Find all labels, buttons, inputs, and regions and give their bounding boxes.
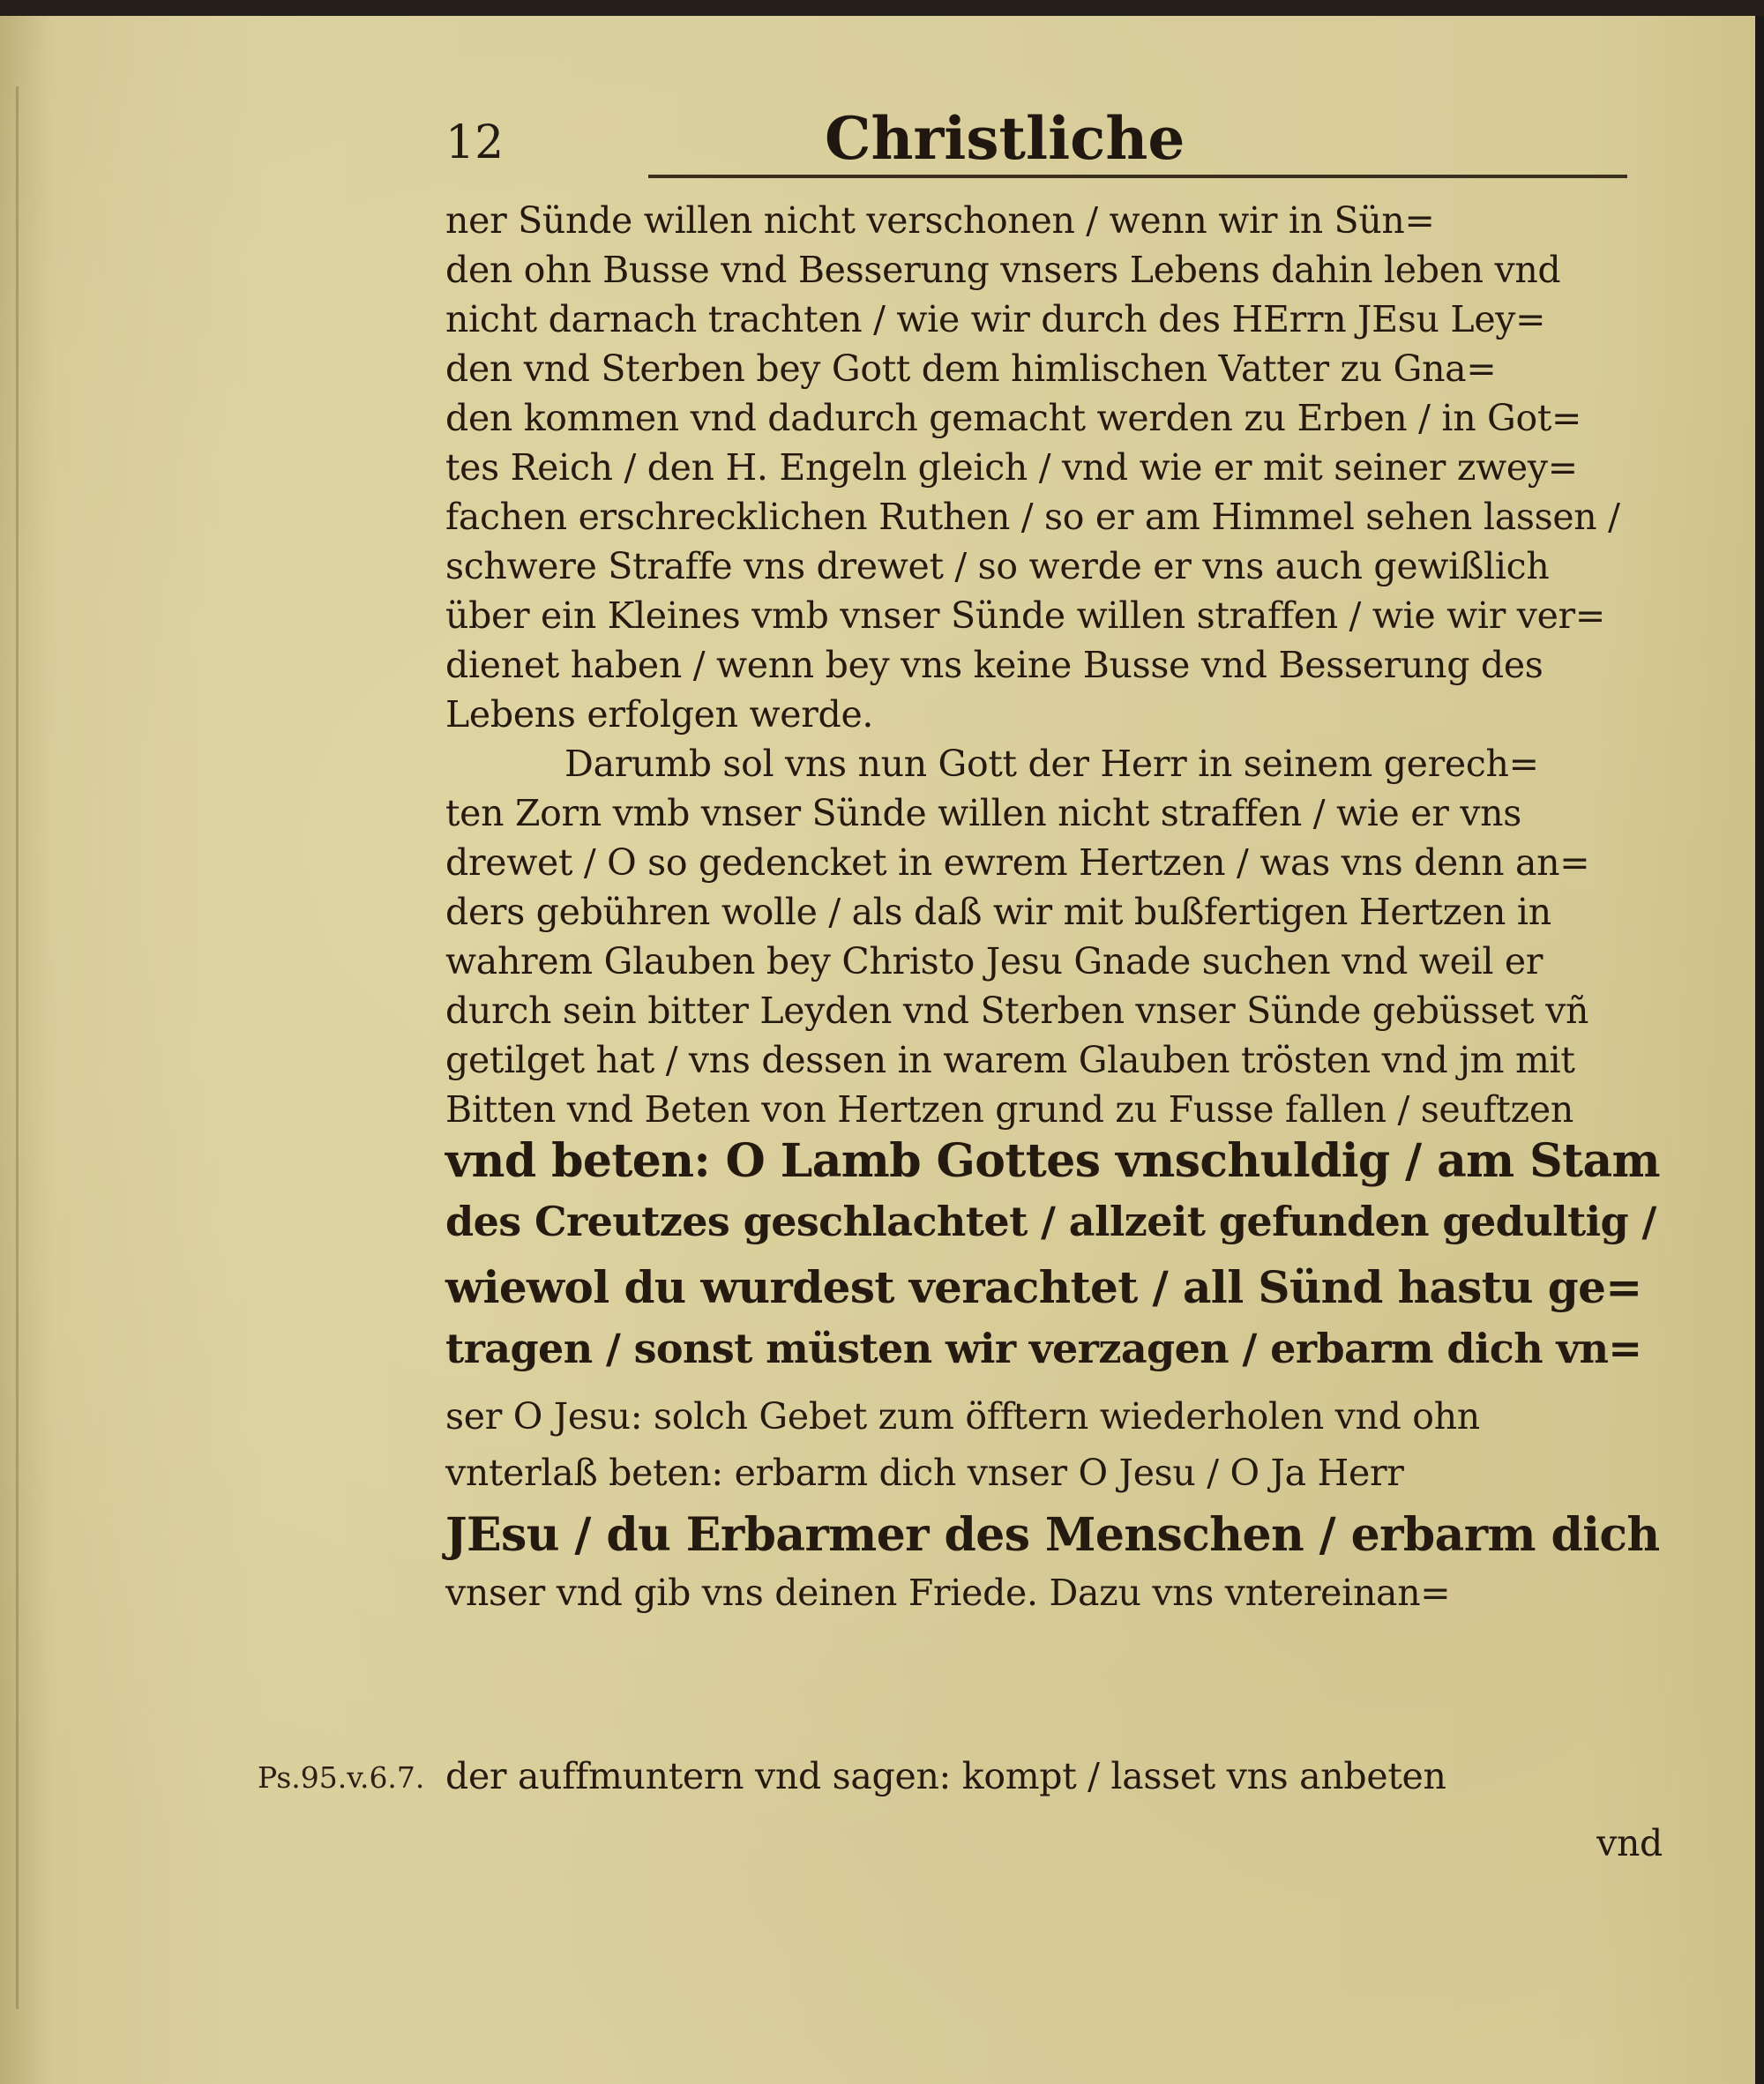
text-line: durch sein bitter Leyden vnd Sterben vnser Sünde gebüsset vñ — [445, 990, 1589, 1032]
text-line: über ein Kleines vmb vnser Sünde willen straffen / wie wir ver= — [445, 594, 1605, 637]
page-number: 12 — [445, 116, 505, 169]
text-line: schwere Straffe vns drewet / so werde er vns auch gewißlich — [445, 545, 1550, 587]
text-line: tragen / sonst müsten wir verzagen / erbarm dich vn= — [445, 1325, 1642, 1372]
running-title: Christliche — [825, 104, 1185, 173]
text-line: vnd beten: O Lamb Gottes vnschuldig / am Stam — [445, 1134, 1660, 1188]
text-line: getilget hat / vns dessen in warem Glauben trösten vnd jm mit — [445, 1039, 1575, 1081]
text-line: nicht darnach trachten / wie wir durch des HErrn JEsu Ley= — [445, 298, 1546, 340]
text-line: ten Zorn vmb vnser Sünde willen nicht straffen / wie er vns — [445, 792, 1521, 834]
text-line: der auffmuntern vnd sagen: kompt / lasset vns anbeten — [445, 1755, 1446, 1797]
text-line: vnterlaß beten: erbarm dich vnser O Jesu / O Ja Herr — [445, 1452, 1404, 1494]
text-line: wahrem Glauben bey Christo Jesu Gnade suchen vnd weil er — [445, 940, 1544, 982]
text-line: ser O Jesu: solch Gebet zum öfftern wiederholen vnd ohn — [445, 1395, 1480, 1438]
catchword: vnd — [1596, 1822, 1663, 1864]
margin-note: Ps.95.v.6.7. — [258, 1760, 425, 1795]
page-header — [445, 104, 1636, 183]
text-line: dienet haben / wenn bey vns keine Busse vnd Besserung des — [445, 644, 1544, 686]
text-line: den kommen vnd dadurch gemacht werden zu Erben / in Got= — [445, 397, 1582, 439]
gutter-shadow — [16, 86, 19, 2009]
text-line: den vnd Sterben bey Gott dem himlischen Vatter zu Gna= — [445, 347, 1497, 390]
text-line: vnser vnd gib vns deinen Friede. Dazu vns vntereinan= — [445, 1572, 1451, 1614]
header-rule — [648, 175, 1627, 178]
text-line: wiewol du wurdest verachtet / all Sünd hastu ge= — [445, 1261, 1642, 1313]
text-line: Bitten vnd Beten von Hertzen grund zu Fusse fallen / seuftzen — [445, 1088, 1573, 1131]
text-line: JEsu / du Erbarmer des Menschen / erbarm dich — [445, 1508, 1660, 1562]
text-line: fachen erschrecklichen Ruthen / so er am Himmel sehen lassen / — [445, 496, 1620, 538]
text-line: tes Reich / den H. Engeln gleich / vnd wie er mit seiner zwey= — [445, 446, 1578, 489]
text-line: ner Sünde willen nicht verschonen / wenn wir in Sün= — [445, 199, 1435, 242]
text-line: Darumb sol vns nun Gott der Herr in seinem gerech= — [564, 743, 1539, 785]
book-top-edge — [0, 0, 1764, 16]
text-line: drewet / O so gedencket in ewrem Hertzen / was vns denn an= — [445, 841, 1590, 884]
text-line: des Creutzes geschlachtet / allzeit gefunden gedultig / — [445, 1198, 1656, 1245]
text-line: ders gebühren wolle / als daß wir mit bußfertigen Hertzen in — [445, 891, 1551, 933]
text-line: den ohn Busse vnd Besserung vnsers Lebens dahin leben vnd — [445, 249, 1561, 291]
text-line: Lebens erfolgen werde. — [445, 693, 874, 736]
